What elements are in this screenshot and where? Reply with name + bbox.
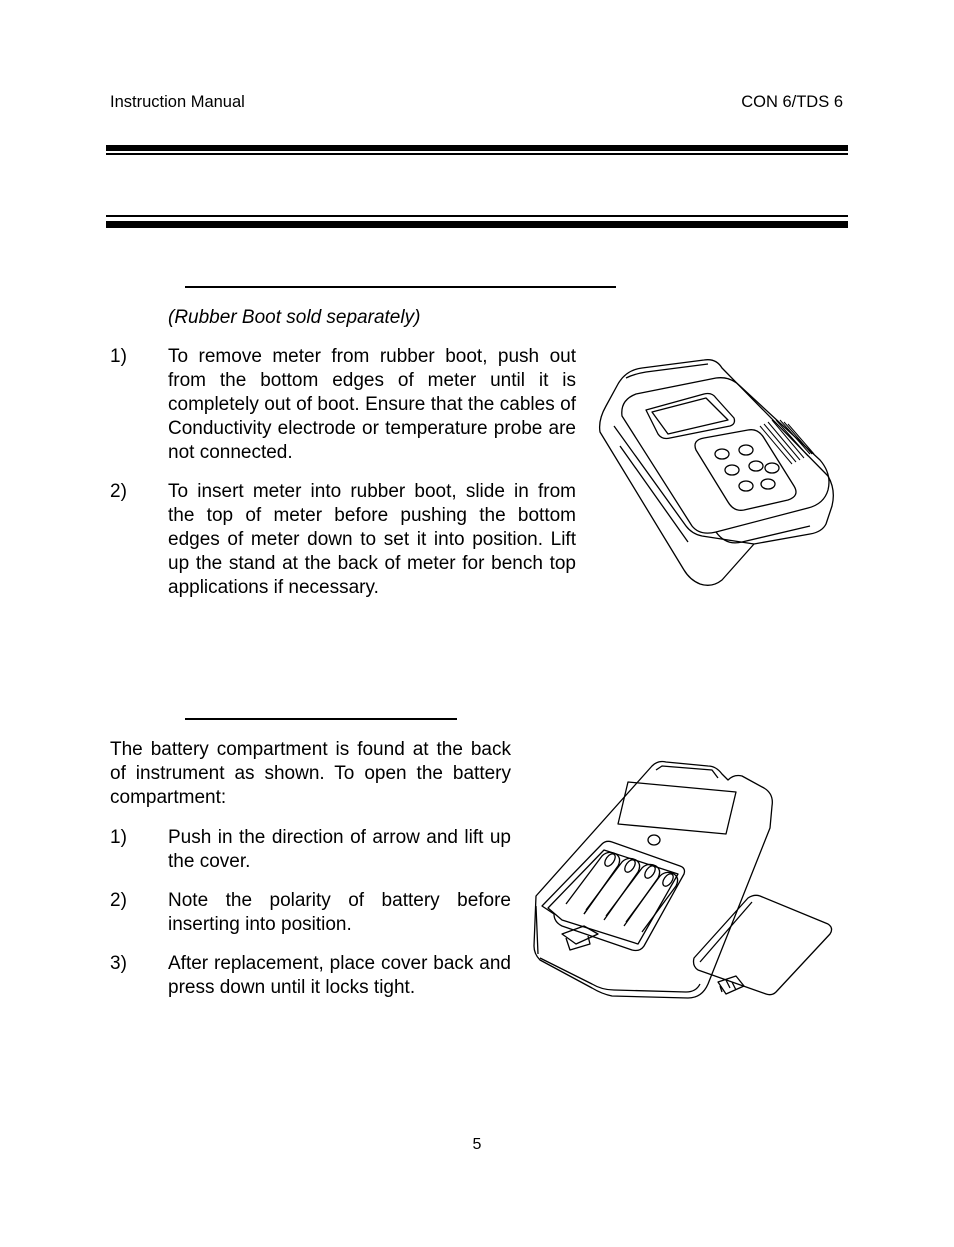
section1-item2-number: 2) bbox=[110, 481, 127, 502]
section2-item2-text: Note the polarity of battery before inserting into position. bbox=[168, 890, 511, 935]
section2-item1-text: Push in the direction of arrow and lift up the cover. bbox=[168, 827, 511, 872]
title-rule-top-thin bbox=[106, 153, 848, 155]
title-rule-bottom-thin bbox=[106, 215, 848, 217]
section1-heading-underline bbox=[185, 286, 616, 288]
section1-item2-text: To insert meter into rubber boot, slide in from the top of meter before pushing the bottom edges of meter down to set it into position. Lift up the stand at the back of meter for bench top applications if necessary. bbox=[168, 481, 576, 598]
section2-item3-number: 3) bbox=[110, 953, 127, 974]
section2-heading-underline bbox=[185, 718, 457, 720]
title-rule-top-thick bbox=[106, 145, 848, 151]
section1-item1-text: To remove meter from rubber boot, push out from the bottom edges of meter until it is completely out of boot. Ensure that the cables of Conductivity electrode or temperature probe are not connected. bbox=[168, 346, 576, 463]
header-manual-title: Instruction Manual bbox=[110, 93, 245, 111]
battery-intro-text: The battery compartment is found at the back of instrument as shown. To open the battery compartment: bbox=[110, 739, 511, 808]
rubber-boot-note: (Rubber Boot sold separately) bbox=[168, 307, 421, 328]
section2-item3-text: After replacement, place cover back and press down until it locks tight. bbox=[168, 953, 511, 998]
section1-item1-number: 1) bbox=[110, 346, 127, 367]
meter-in-rubber-boot-illustration bbox=[596, 356, 838, 588]
title-rule-bottom-thick bbox=[106, 221, 848, 228]
header-model-name: CON 6/TDS 6 bbox=[741, 93, 843, 111]
page-number: 5 bbox=[472, 1136, 482, 1153]
section2-item1-number: 1) bbox=[110, 827, 127, 848]
section2-item2-number: 2) bbox=[110, 890, 127, 911]
battery-compartment-illustration bbox=[532, 758, 836, 1002]
